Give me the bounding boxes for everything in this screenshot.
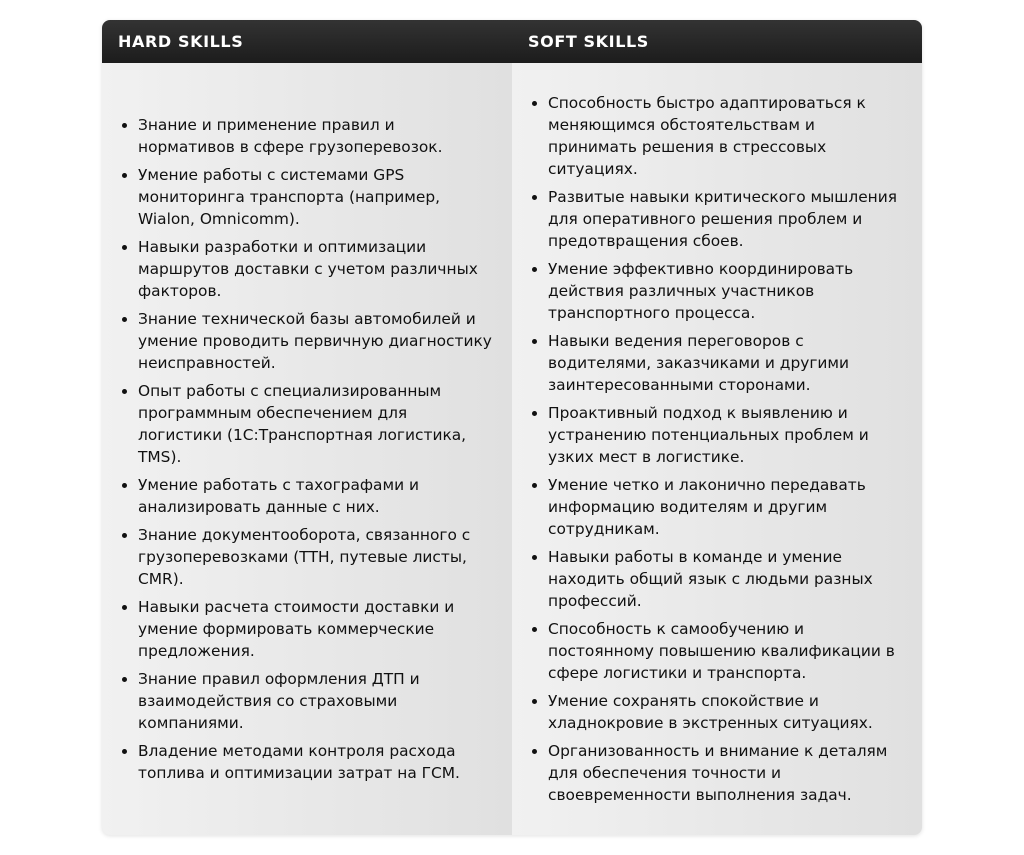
hard-skill-item: Умение работать с тахографами и анализировать данные с них. xyxy=(138,474,494,518)
soft-skill-item: Умение сохранять спокойствие и хладнокровие в экстренных ситуациях. xyxy=(548,690,908,734)
hard-skill-item: Владение методами контроля расхода топлива и оптимизации затрат на ГСМ. xyxy=(138,740,494,784)
soft-skill-item: Умение четко и лаконично передавать информацию водителям и другим сотрудникам. xyxy=(548,474,908,540)
hard-skill-item: Знание правил оформления ДТП и взаимодействия со страховыми компаниями. xyxy=(138,668,494,734)
hard-skill-item: Навыки разработки и оптимизации маршрутов доставки с учетом различных факторов. xyxy=(138,236,494,302)
hard-skill-item: Умение работы с системами GPS мониторинга транспорта (например, Wialon, Omnicomm). xyxy=(138,164,494,230)
soft-skill-item: Навыки ведения переговоров с водителями, заказчиками и другими заинтересованными сторонами. xyxy=(548,330,908,396)
soft-skill-item: Способность к самообучению и постоянному повышению квалификации в сфере логистики и транспорта. xyxy=(548,618,908,684)
soft-skill-item: Развитые навыки критического мышления для оперативного решения проблем и предотвращения сбоев. xyxy=(548,186,908,252)
soft-skill-item: Умение эффективно координировать действия различных участников транспортного процесса. xyxy=(548,258,908,324)
hard-skill-item: Знание документооборота, связанного с грузоперевозками (ТТН, путевые листы, CMR). xyxy=(138,524,494,590)
table-body xyxy=(102,63,922,835)
soft-skills-heading: SOFT SKILLS xyxy=(528,32,649,51)
soft-skills-list xyxy=(528,92,908,806)
hard-skill-item: Навыки расчета стоимости доставки и умение формировать коммерческие предложения. xyxy=(138,596,494,662)
table-header xyxy=(102,20,922,63)
hard-skills-heading: HARD SKILLS xyxy=(118,32,244,51)
hard-skills-list xyxy=(118,114,494,784)
soft-skill-item: Организованность и внимание к деталям для обеспечения точности и своевременности выполнения задач. xyxy=(548,740,908,806)
soft-skill-item: Проактивный подход к выявлению и устранению потенциальных проблем и узких мест в логистике. xyxy=(548,402,908,468)
soft-skill-item: Способность быстро адаптироваться к меняющимся обстоятельствам и принимать решения в стрессовых ситуациях. xyxy=(548,92,908,180)
soft-skill-item: Навыки работы в команде и умение находить общий язык с людьми разных профессий. xyxy=(548,546,908,612)
hard-skill-item: Знание технической базы автомобилей и умение проводить первичную диагностику неисправностей. xyxy=(138,308,494,374)
hard-skill-item: Знание и применение правил и нормативов в сфере грузоперевозок. xyxy=(138,114,494,158)
hard-skills-column xyxy=(102,63,512,835)
soft-skills-column xyxy=(512,63,922,835)
skills-table xyxy=(102,20,922,835)
hard-skill-item: Опыт работы с специализированным программным обеспечением для логистики (1С:Транспортная логистика, TMS). xyxy=(138,380,494,468)
